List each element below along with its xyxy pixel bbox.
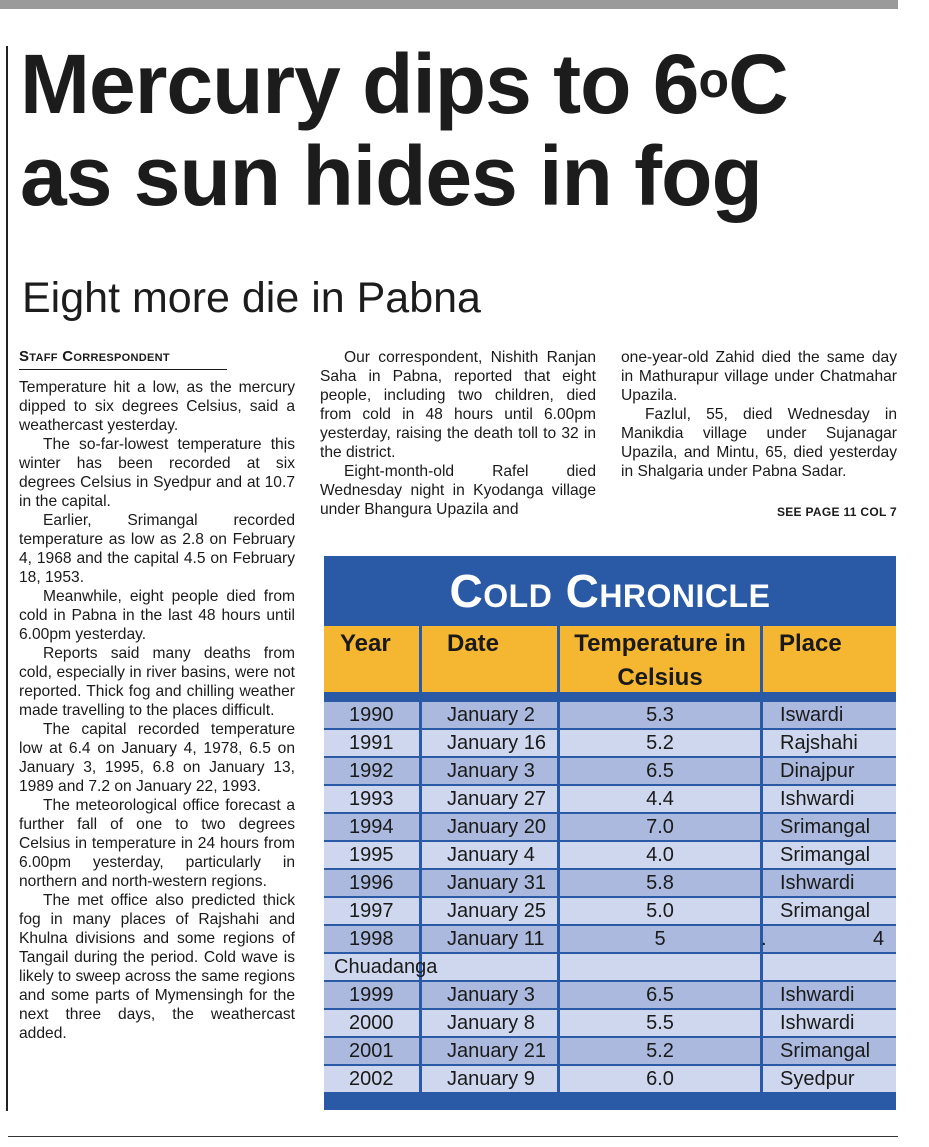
table-cell: January 21 (422, 1038, 557, 1064)
article-column-3 (621, 348, 897, 481)
header-label: Celsius (617, 664, 703, 691)
paragraph: The so-far-lowest temperature this winter has been recorded at six degrees Celsius in Syedpur and at 10.7 in the capital. (19, 436, 295, 510)
paragraph: The met office also predicted thick fog in many places of Rajshahi and Khulna divisions and some regions of Tangail during the period. Cold wave is likely to sweep across the same regions and some parts of Mymensingh for the next three days, the weathercast added. (19, 892, 295, 1042)
cold-chronicle-box (324, 556, 896, 1110)
bottom-rule (8, 1136, 898, 1137)
table-row-wrap (324, 954, 896, 980)
table-cell: 5.5 (560, 1010, 760, 1036)
table-cell: 1990 (324, 702, 419, 728)
byline: Staff Correspondent (19, 348, 227, 370)
paragraph: The capital recorded temperature low at 6.4 on January 4, 1978, 6.5 on January 3, 1995, 6.8 on January 13, 1989 and 7.2 on January 22, 1993. (19, 721, 295, 795)
left-column-rule (6, 46, 8, 1111)
table-row (324, 730, 896, 756)
table-cell: January 9 (422, 1066, 557, 1092)
headline-line2: as sun hides in fog (20, 129, 762, 223)
table-cell: Ishwardi (763, 1010, 896, 1036)
table-cell: January 16 (422, 730, 557, 756)
table-cell: January 3 (422, 758, 557, 784)
table-cell: Iswardi (763, 702, 896, 728)
headline (20, 38, 910, 222)
table-cell: 5.3 (560, 702, 760, 728)
table-cell: 1992 (324, 758, 419, 784)
table-row (324, 814, 896, 840)
table-cell: Rajshahi (763, 730, 896, 756)
top-rule (0, 0, 898, 9)
paragraph: one-year-old Zahid died the same day in Mathurapur village under Chatmahar Upazila. (621, 349, 897, 404)
paragraph: Meanwhile, eight people died from cold in Pabna in the last 48 hours until 6.00pm yesterday. (19, 588, 295, 643)
paragraph: Fazlul, 55, died Wednesday in Manikdia village under Sujanagar Upazila, and Mintu, 65, died yesterday in Shalgaria under Pabna Sadar. (621, 406, 897, 480)
subheadline: Eight more die in Pabna (22, 274, 481, 322)
table-row (324, 702, 896, 728)
headline-line1: Mercury dips to 6 (20, 37, 699, 131)
table-row (324, 870, 896, 896)
table-cell: 1997 (324, 898, 419, 924)
table-cell: 5.8 (560, 870, 760, 896)
table-cell: 6.0 (560, 1066, 760, 1092)
table-cell: 1994 (324, 814, 419, 840)
table-cell: 1998 (324, 926, 419, 952)
table-cell: 2000 (324, 1010, 419, 1036)
table-cell: January 25 (422, 898, 557, 924)
table-cell: January 8 (422, 1010, 557, 1036)
paragraph: Eight-month-old Rafel died Wednesday night in Kyodanga village under Bhangura Upazila and (320, 463, 596, 518)
header-label: Date (447, 630, 500, 657)
table-cell: 6.5 (560, 758, 760, 784)
table-cell: 1999 (324, 982, 419, 1008)
table-cell: January 11 (422, 926, 557, 952)
table-cell: 7.0 (560, 814, 760, 840)
paragraph: Earlier, Srimangal recorded temperature as low as 2.8 on February 4, 1968 and the capital 4.5 on February 18, 1953. (19, 512, 295, 586)
table-cell: Ishwardi (763, 870, 896, 896)
table-title: Cold Chronicle (449, 565, 771, 617)
table-row (324, 982, 896, 1008)
table-cell: 1995 (324, 842, 419, 868)
table-row (324, 1066, 896, 1092)
table-cell: 1991 (324, 730, 419, 756)
table-row (324, 786, 896, 812)
table-cell: January 27 (422, 786, 557, 812)
table-row (324, 842, 896, 868)
paragraph: Reports said many deaths from cold, especially in river basins, were not reported. Thick fog and chilling weather made travelling to the places difficult. (19, 645, 295, 719)
split-decimal-point: . (761, 928, 767, 950)
split-decimal-digit: 4 (873, 928, 885, 950)
headline-degree: o (698, 52, 729, 108)
table-cell: 2001 (324, 1038, 419, 1064)
paragraph: Temperature hit a low, as the mercury dipped to six degrees Celsius, said a weathercast yesterday. (19, 379, 295, 434)
headline-line1-end: C (728, 37, 788, 131)
table-cell: Dinajpur (763, 758, 896, 784)
table-cell: 1993 (324, 786, 419, 812)
table-row (324, 926, 896, 952)
table-cell (422, 954, 557, 980)
table-cell: 5.0 (560, 898, 760, 924)
table-cell: January 4 (422, 842, 557, 868)
table-cell: Srimangal (763, 898, 896, 924)
table-cell: 1996 (324, 870, 419, 896)
header-date (422, 626, 557, 692)
header-temperature (560, 626, 760, 692)
article-column-1 (19, 348, 295, 1043)
table-cell: January 2 (422, 702, 557, 728)
table-cell: January 31 (422, 870, 557, 896)
article-column-2 (320, 348, 596, 519)
table-cell: Srimangal (763, 814, 896, 840)
header-year (324, 626, 419, 692)
table-cell: 5.2 (560, 730, 760, 756)
table-row (324, 758, 896, 784)
table-cell (763, 954, 896, 980)
table-cell: Srimangal (763, 842, 896, 868)
table-cell: Ishwardi (763, 786, 896, 812)
table-row (324, 1038, 896, 1064)
table-cell: Srimangal (763, 1038, 896, 1064)
table-cell: 5.2 (560, 1038, 760, 1064)
table-cell: 2002 (324, 1066, 419, 1092)
table-cell: Ishwardi (763, 982, 896, 1008)
table-cell: 4.4 (560, 786, 760, 812)
continuation-jump: SEE PAGE 11 COL 7 (776, 505, 897, 519)
table-row (324, 898, 896, 924)
table-cell: Syedpur (763, 1066, 896, 1092)
table-cell (560, 954, 760, 980)
paragraph: The meteorological office forecast a further fall of one to two degrees Celsius in temperature in 24 hours from 6.00pm yesterday, particularly in northern and north-western regions. (19, 797, 295, 890)
paragraph: Our correspondent, Nishith Ranjan Saha in Pabna, reported that eight people, including two children, died from cold in 48 hours until 6.00pm yesterday, raising the death toll to 32 in the district. (320, 349, 596, 461)
header-label: Temperature in (574, 630, 746, 657)
table-cell: January 20 (422, 814, 557, 840)
table-cell: 5 (560, 926, 760, 952)
table-cell: 4.0 (560, 842, 760, 868)
table-cell: January 3 (422, 982, 557, 1008)
header-label: Place (779, 630, 842, 657)
header-label: Year (340, 630, 391, 657)
table-row (324, 1010, 896, 1036)
table-cell: 6.5 (560, 982, 760, 1008)
wrapped-place: Chuadanga (334, 956, 438, 978)
header-place (763, 626, 896, 692)
